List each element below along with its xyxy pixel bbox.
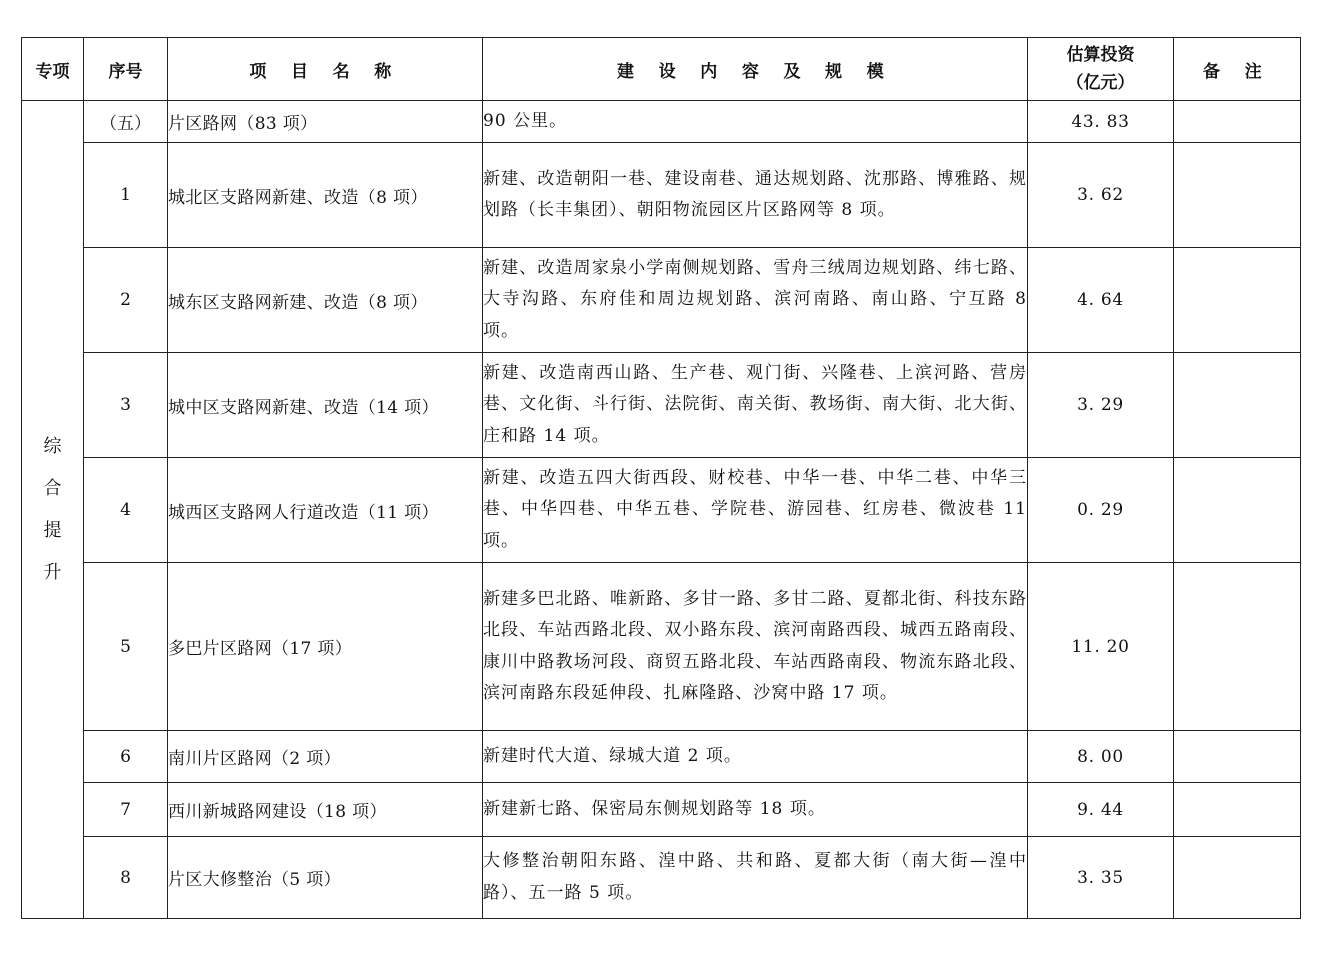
row-investment: 3. 62 [1028, 143, 1174, 248]
row-seq: 6 [84, 731, 168, 783]
category-char: 提 [43, 519, 62, 541]
row-investment: 0. 29 [1028, 458, 1174, 563]
header-remark: 备 注 [1174, 38, 1301, 101]
table-row [22, 783, 1301, 837]
row-content: 新建、改造朝阳一巷、建设南巷、通达规划路、沈那路、博雅路、规划路（长丰集团）、朝阳物流园区片区路网等 8 项。 [483, 143, 1028, 248]
table-row [22, 458, 1301, 563]
row-name: 城中区支路网新建、改造（14 项） [168, 353, 483, 458]
row-content: 新建、改造南西山路、生产巷、观门街、兴隆巷、上滨河路、营房巷、文化街、斗行街、法院街、南关街、教场街、南大街、北大街、庄和路 14 项。 [483, 353, 1028, 458]
row-seq: 2 [84, 248, 168, 353]
table-row [22, 563, 1301, 731]
row-investment: 9. 44 [1028, 783, 1174, 837]
row-seq: 8 [84, 837, 168, 919]
table-row [22, 143, 1301, 248]
row-remark [1174, 563, 1301, 731]
table-row [22, 353, 1301, 458]
table-row [22, 101, 1301, 143]
row-investment: 43. 83 [1028, 101, 1174, 143]
row-seq: 7 [84, 783, 168, 837]
header-seq: 序号 [84, 38, 168, 101]
row-seq: 4 [84, 458, 168, 563]
project-table [21, 37, 1301, 919]
row-seq: 5 [84, 563, 168, 731]
header-investment-line1: 估算投资 [1066, 45, 1135, 65]
row-remark [1174, 101, 1301, 143]
row-investment: 11. 20 [1028, 563, 1174, 731]
header-investment [1028, 38, 1174, 101]
row-seq: 1 [84, 143, 168, 248]
row-name: 西川新城路网建设（18 项） [168, 783, 483, 837]
row-name: 片区大修整治（5 项） [168, 837, 483, 919]
table-row [22, 248, 1301, 353]
row-content: 新建时代大道、绿城大道 2 项。 [483, 731, 1028, 783]
row-remark [1174, 143, 1301, 248]
header-investment-line2: （亿元） [1066, 73, 1135, 93]
header-name: 项 目 名 称 [168, 38, 483, 101]
row-seq: （五） [84, 101, 168, 143]
table-row [22, 731, 1301, 783]
row-investment: 3. 35 [1028, 837, 1174, 919]
header-content: 建 设 内 容 及 规 模 [483, 38, 1028, 101]
row-content: 新建、改造五四大街西段、财校巷、中华一巷、中华二巷、中华三巷、中华四巷、中华五巷、学院巷、游园巷、红房巷、微波巷 11 项。 [483, 458, 1028, 563]
row-remark [1174, 731, 1301, 783]
row-remark [1174, 353, 1301, 458]
row-seq: 3 [84, 353, 168, 458]
row-name: 城东区支路网新建、改造（8 项） [168, 248, 483, 353]
category-char: 综 [43, 435, 62, 457]
row-content: 新建多巴北路、唯新路、多甘一路、多甘二路、夏都北街、科技东路北段、车站西路北段、双小路东段、滨河南路西段、城西五路南段、康川中路教场河段、商贸五路北段、车站西路南段、物流东路北段、滨河南路东段延伸段、扎麻隆路、沙窝中路 17 项。 [483, 563, 1028, 731]
category-label [44, 426, 62, 594]
row-name: 南川片区路网（2 项） [168, 731, 483, 783]
row-remark [1174, 248, 1301, 353]
row-name: 城北区支路网新建、改造（8 项） [168, 143, 483, 248]
row-remark [1174, 837, 1301, 919]
row-remark [1174, 458, 1301, 563]
row-investment: 8. 00 [1028, 731, 1174, 783]
row-investment: 4. 64 [1028, 248, 1174, 353]
category-char: 升 [43, 561, 62, 583]
row-name: 城西区支路网人行道改造（11 项） [168, 458, 483, 563]
row-content: 新建、改造周家泉小学南侧规划路、雪舟三绒周边规划路、纬七路、大寺沟路、东府佳和周边规划路、滨河南路、南山路、宁互路 8 项。 [483, 248, 1028, 353]
row-investment: 3. 29 [1028, 353, 1174, 458]
row-remark [1174, 783, 1301, 837]
row-content: 大修整治朝阳东路、湟中路、共和路、夏都大街（南大街—湟中路）、五一路 5 项。 [483, 837, 1028, 919]
table-row [22, 837, 1301, 919]
category-char: 合 [43, 477, 62, 499]
header-category: 专项 [22, 38, 84, 101]
category-cell [22, 101, 84, 919]
row-content: 90 公里。 [483, 101, 1028, 143]
row-name: 多巴片区路网（17 项） [168, 563, 483, 731]
header-row [22, 38, 1301, 101]
row-name: 片区路网（83 项） [168, 101, 483, 143]
row-content: 新建新七路、保密局东侧规划路等 18 项。 [483, 783, 1028, 837]
